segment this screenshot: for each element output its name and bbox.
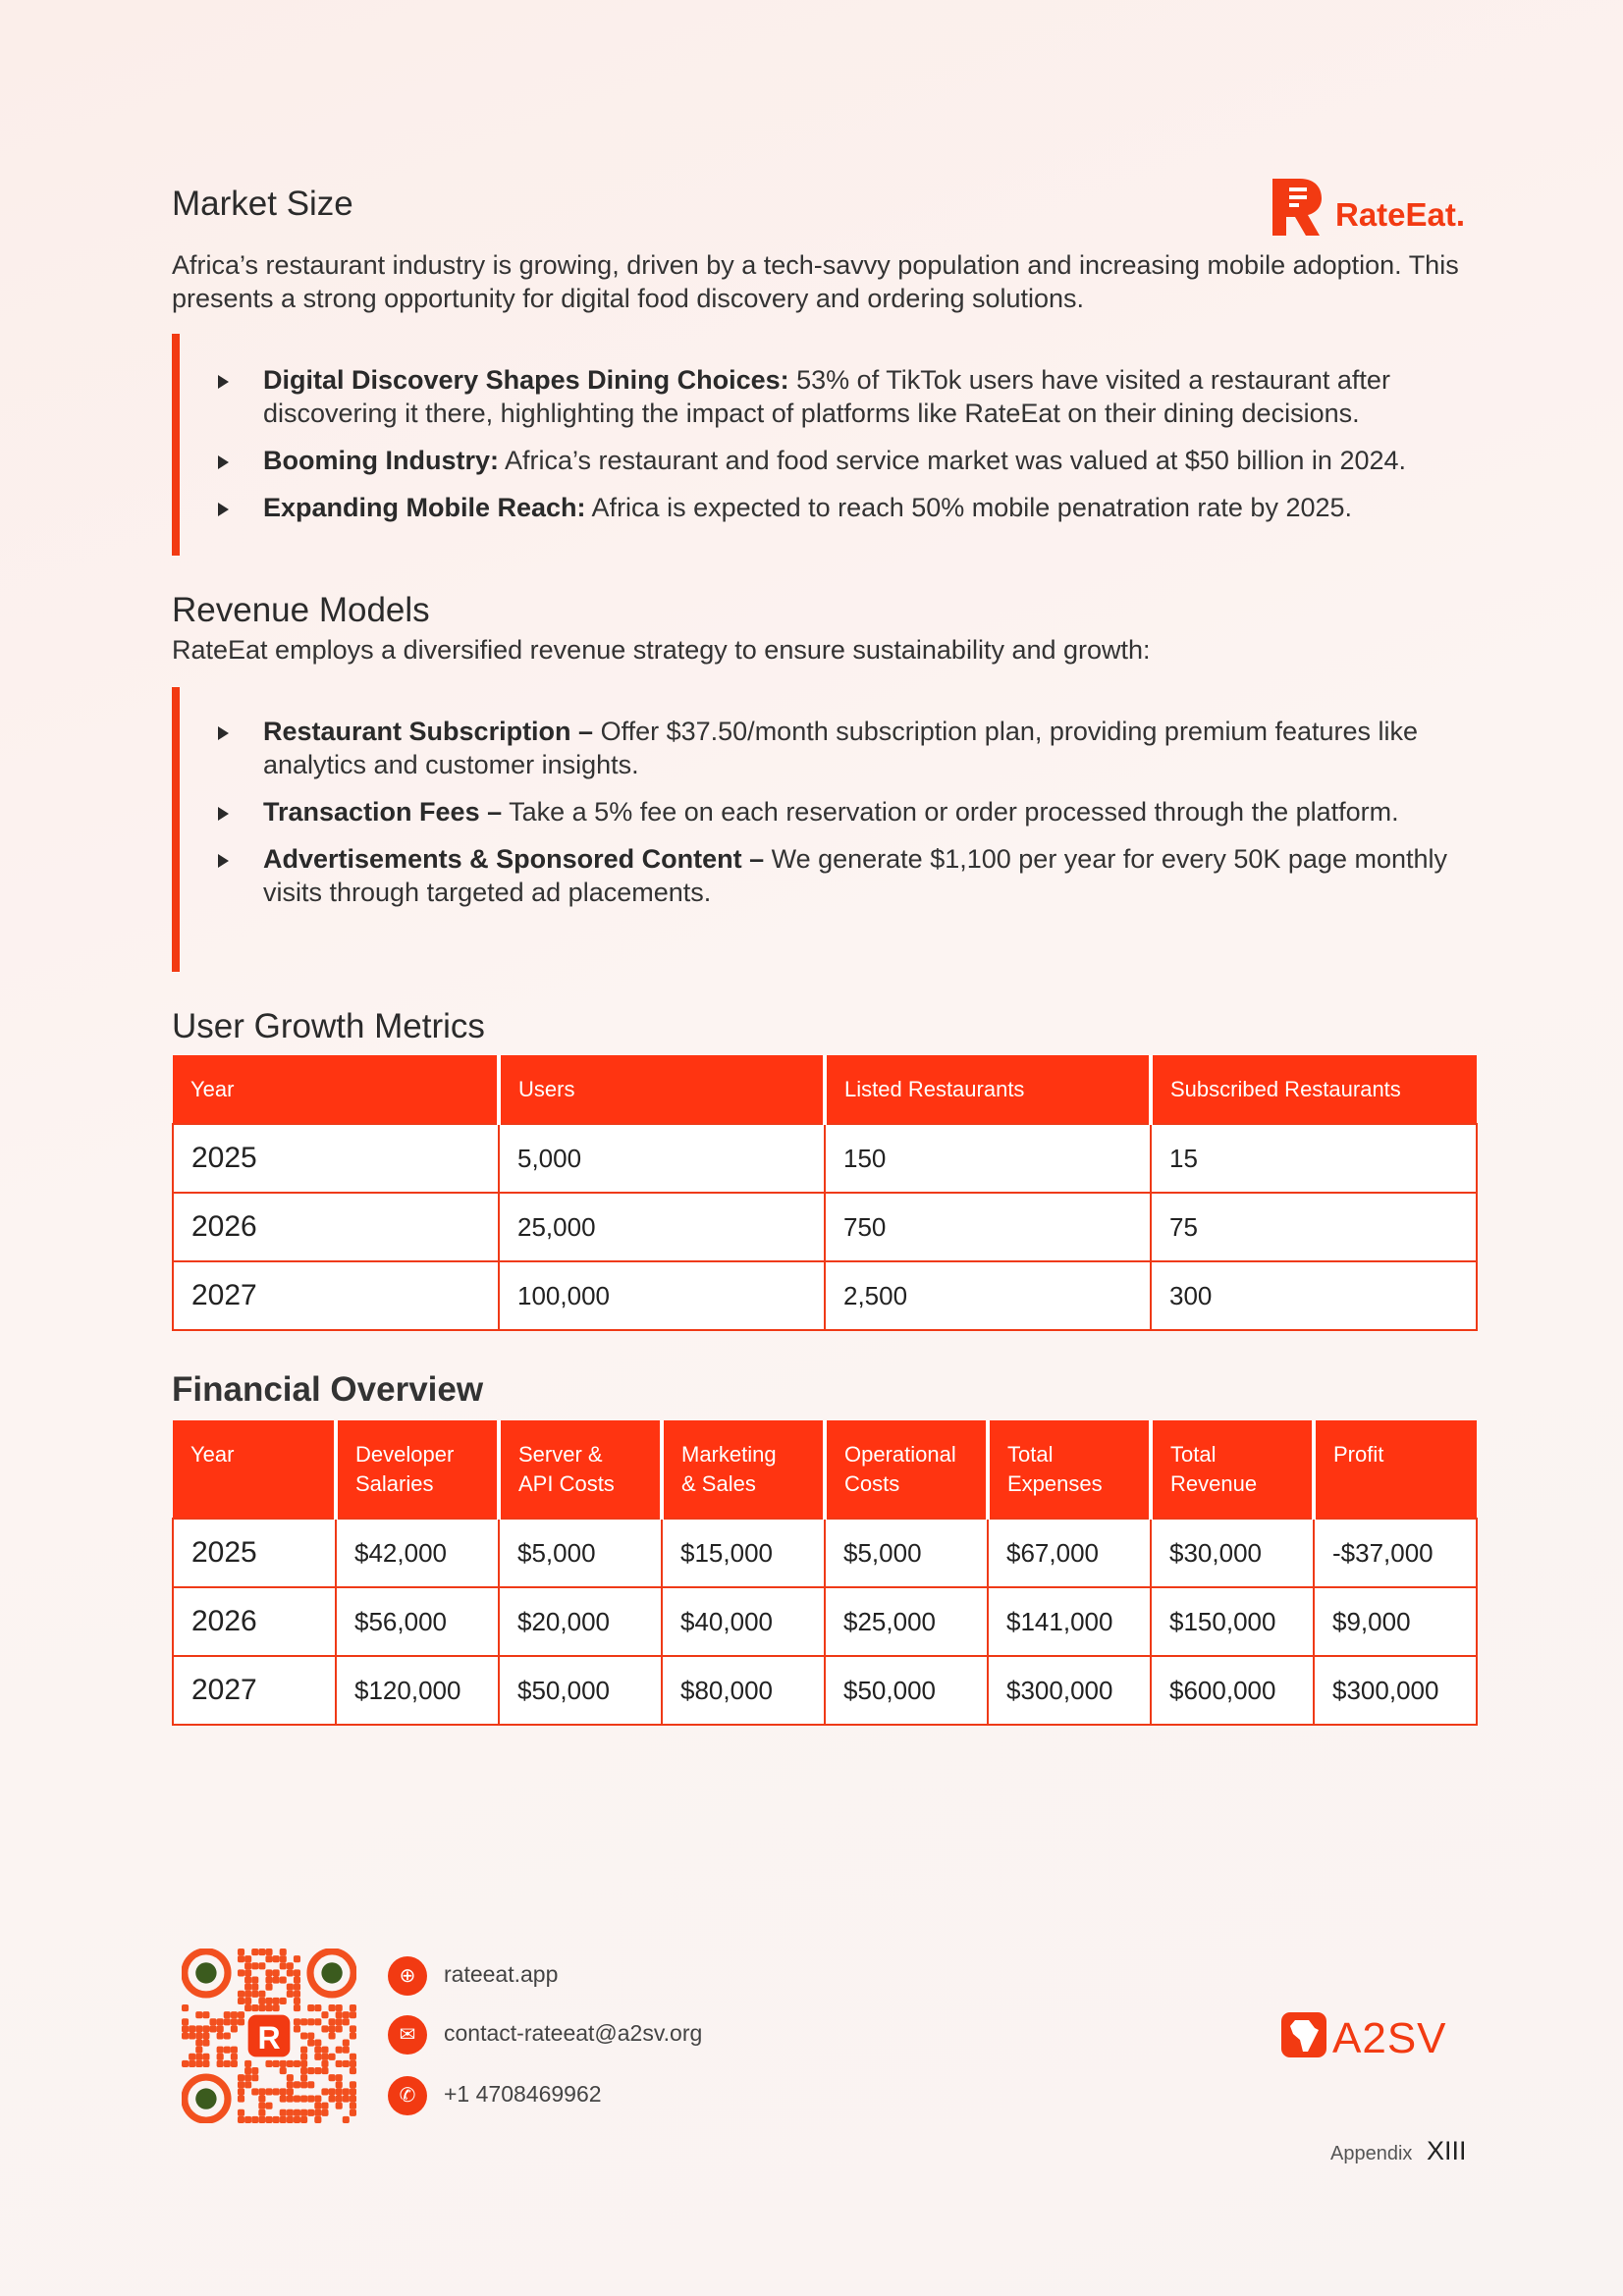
bullet-text: Africa is expected to reach 50% mobile penatration rate by 2025.	[585, 493, 1353, 522]
table-cell: $56,000	[336, 1587, 499, 1656]
table-cell: 2025	[173, 1124, 499, 1193]
bullet-item	[263, 444, 1481, 477]
table-cell: $120,000	[336, 1656, 499, 1725]
qr-code[interactable]	[182, 1949, 356, 2123]
column-header-line: Marketing	[681, 1442, 777, 1467]
user-growth-table	[172, 1055, 1478, 1331]
table-cell: 2,500	[825, 1261, 1151, 1330]
table-cell: $9,000	[1314, 1587, 1477, 1656]
svg-text:R: R	[257, 2019, 281, 2056]
a2sv-logo-text: A2SV	[1332, 2014, 1447, 2062]
table-cell: 100,000	[499, 1261, 825, 1330]
column-header	[825, 1420, 988, 1519]
table-cell: $5,000	[499, 1519, 662, 1587]
revenue-bullets	[263, 715, 1481, 923]
table-cell: 750	[825, 1193, 1151, 1261]
table-cell: $141,000	[988, 1587, 1151, 1656]
table-row	[173, 1587, 1477, 1656]
table-row	[173, 1261, 1477, 1330]
website-link[interactable]: rateeat.app	[444, 1961, 559, 1987]
table-row	[173, 1124, 1477, 1193]
bullet-marker-icon	[218, 455, 229, 469]
user-growth-heading: User Growth Metrics	[172, 1007, 485, 1045]
bullet-item	[263, 842, 1481, 909]
table-cell: 75	[1151, 1193, 1477, 1261]
table-cell: 2026	[173, 1587, 336, 1656]
bullet-text: We generate $1,100 per year for every 50K page monthly visits through targeted ad placements.	[263, 844, 1448, 907]
rateeat-logo-text: RateEat.	[1335, 196, 1466, 233]
table-cell: 2025	[173, 1519, 336, 1587]
column-header	[1314, 1420, 1477, 1519]
column-header: Subscribed Restaurants	[1151, 1055, 1477, 1124]
table-row	[173, 1519, 1477, 1587]
column-header-line: Revenue	[1170, 1471, 1258, 1496]
a2sv-logo	[1281, 2012, 1478, 2061]
table-cell: $40,000	[662, 1587, 825, 1656]
table-cell: $50,000	[499, 1656, 662, 1725]
column-header-line: Profit	[1333, 1442, 1384, 1467]
table-cell: 300	[1151, 1261, 1477, 1330]
table-cell: $50,000	[825, 1656, 988, 1725]
column-header: Year	[173, 1055, 499, 1124]
column-header-line: Total	[1170, 1442, 1217, 1467]
column-header	[499, 1420, 662, 1519]
table-cell: 150	[825, 1124, 1151, 1193]
table-cell: $150,000	[1151, 1587, 1314, 1656]
table-cell: $67,000	[988, 1519, 1151, 1587]
bullet-marker-icon	[218, 807, 229, 821]
table-cell: 2026	[173, 1193, 499, 1261]
column-header-line: Expenses	[1007, 1471, 1103, 1496]
table-cell: $80,000	[662, 1656, 825, 1725]
globe-icon: ⊕	[388, 1956, 427, 1996]
bullet-marker-icon	[218, 375, 229, 389]
column-header-line: & Sales	[681, 1471, 756, 1496]
revenue-intro: RateEat employs a diversified revenue strategy to ensure sustainability and growth:	[172, 635, 1151, 665]
market-accent-bar	[172, 334, 180, 556]
column-header-line: Year	[190, 1442, 235, 1467]
bullet-marker-icon	[218, 854, 229, 868]
bullet-title: Booming Industry:	[263, 446, 499, 475]
phone-icon: ✆	[388, 2076, 427, 2115]
bullet-item	[263, 491, 1481, 524]
column-header-line: Salaries	[355, 1471, 434, 1496]
phone-link[interactable]: +1 4708469962	[444, 2081, 602, 2107]
africa-icon	[1281, 2012, 1326, 2057]
page-number: XIII	[1427, 2136, 1467, 2165]
bullet-text: Take a 5% fee on each reservation or order processed through the platform.	[502, 797, 1399, 827]
column-header	[336, 1420, 499, 1519]
column-header-line: API Costs	[518, 1471, 615, 1496]
revenue-models-heading: Revenue Models	[172, 591, 430, 629]
column-header: Listed Restaurants	[825, 1055, 1151, 1124]
market-intro: Africa’s restaurant industry is growing, driven by a tech-savvy population and increasing mobile adoption. This presents a strong opportunity for digital food discovery and ordering solutions.	[172, 250, 1459, 313]
column-header-line: Developer	[355, 1442, 455, 1467]
table-row	[173, 1193, 1477, 1261]
table-cell: $300,000	[1314, 1656, 1477, 1725]
table-cell: -$37,000	[1314, 1519, 1477, 1587]
market-size-heading: Market Size	[172, 185, 353, 223]
mail-icon: ✉	[388, 2015, 427, 2055]
table-cell: $600,000	[1151, 1656, 1314, 1725]
table-cell: $25,000	[825, 1587, 988, 1656]
bullet-marker-icon	[218, 726, 229, 740]
bullet-text: Offer $37.50/month subscription plan, providing premium features like analytics and customer insights.	[263, 717, 1419, 779]
bullet-title: Transaction Fees –	[263, 797, 503, 827]
table-cell: 5,000	[499, 1124, 825, 1193]
rateeat-logo-icon	[1267, 173, 1325, 240]
bullet-title: Digital Discovery Shapes Dining Choices:	[263, 365, 789, 395]
column-header-line: Server &	[518, 1442, 603, 1467]
rateeat-logo	[1267, 173, 1478, 240]
column-header-line: Total	[1007, 1442, 1054, 1467]
revenue-accent-bar	[172, 687, 180, 972]
table-cell: $15,000	[662, 1519, 825, 1587]
appendix-label: Appendix	[1330, 2143, 1413, 2164]
bullet-title: Advertisements & Sponsored Content –	[263, 844, 765, 874]
bullet-title: Expanding Mobile Reach:	[263, 493, 586, 522]
table-cell: 15	[1151, 1124, 1477, 1193]
column-header-line: Costs	[844, 1471, 900, 1496]
column-header	[988, 1420, 1151, 1519]
table-cell: $20,000	[499, 1587, 662, 1656]
column-header	[1151, 1420, 1314, 1519]
column-header: Users	[499, 1055, 825, 1124]
bullet-text: Africa’s restaurant and food service market was valued at $50 billion in 2024.	[498, 446, 1407, 475]
bullet-text: 53% of TikTok users have visited a restaurant after discovering it there, highlighting the impact of platforms like RateEat on their dining decisions.	[263, 365, 1390, 428]
financial-overview-table	[172, 1420, 1478, 1726]
table-cell: 2027	[173, 1656, 336, 1725]
column-header	[173, 1420, 336, 1519]
bullet-title: Restaurant Subscription –	[263, 717, 594, 746]
bullet-item	[263, 363, 1481, 430]
column-header-line: Operational	[844, 1442, 956, 1467]
bullet-item	[263, 795, 1481, 828]
table-row	[173, 1656, 1477, 1725]
market-bullets	[263, 363, 1481, 538]
table-cell: 2027	[173, 1261, 499, 1330]
email-link[interactable]: contact-rateeat@a2sv.org	[444, 2020, 703, 2046]
table-cell: 25,000	[499, 1193, 825, 1261]
table-cell: $5,000	[825, 1519, 988, 1587]
bullet-marker-icon	[218, 503, 229, 516]
table-cell: $42,000	[336, 1519, 499, 1587]
financial-overview-heading: Financial Overview	[172, 1370, 484, 1409]
table-cell: $300,000	[988, 1656, 1151, 1725]
table-cell: $30,000	[1151, 1519, 1314, 1587]
column-header	[662, 1420, 825, 1519]
bullet-item	[263, 715, 1481, 781]
